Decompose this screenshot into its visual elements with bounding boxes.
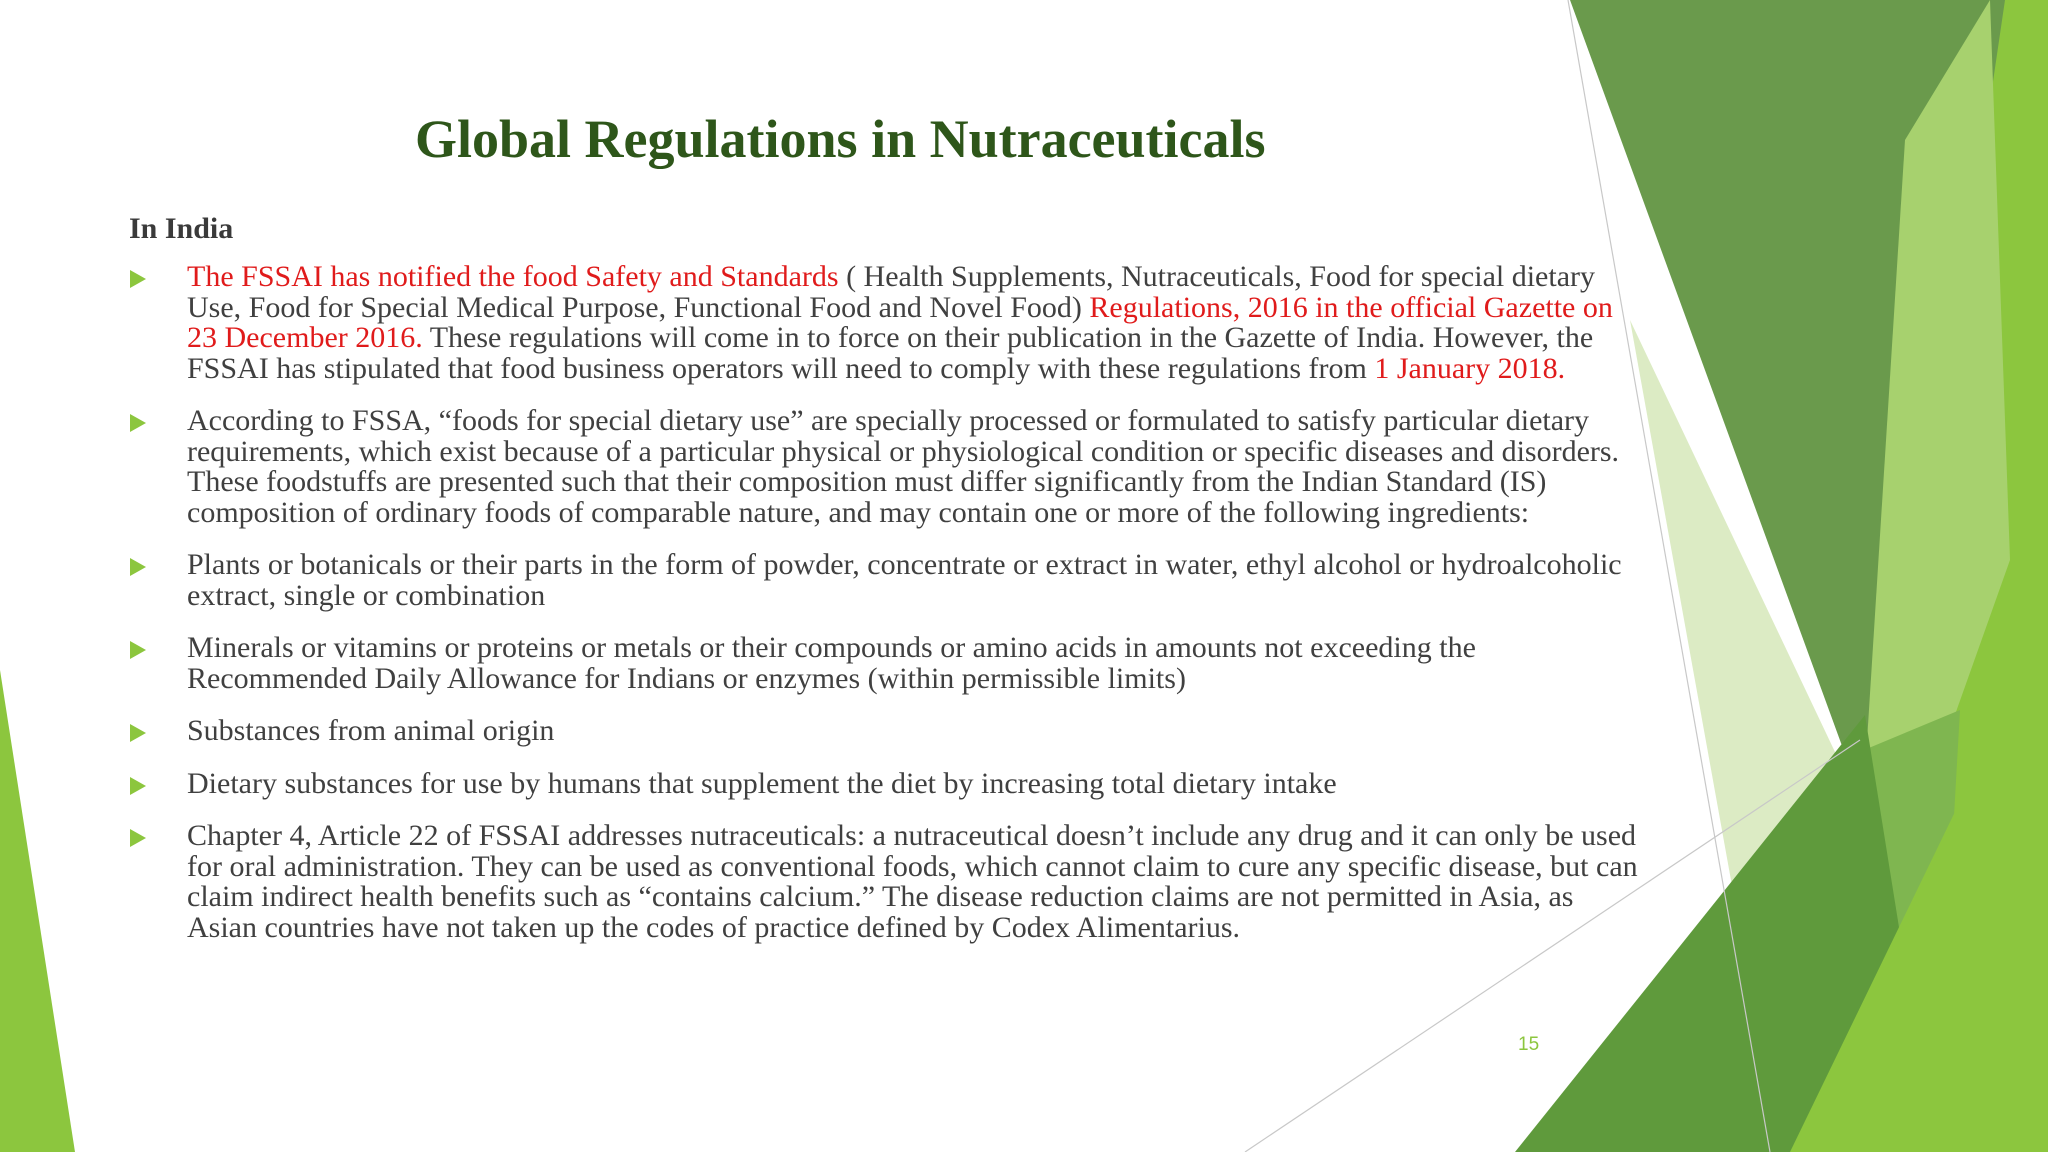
bullet-item-dietary-substances — [129, 766, 1649, 800]
bullet-item-special-dietary-use — [129, 406, 1649, 528]
bullet-text-red: The FSSAI has notified the food Safety and Standards — [187, 260, 839, 293]
bullet-text: Substances from animal origin — [187, 714, 555, 747]
bullet-list — [129, 262, 1649, 965]
bullet-text-red: Regulations, 2016 in the official Gazette on 23 December 2016. — [187, 290, 1613, 354]
bullet-text: Minerals or vitamins or proteins or metals or their compounds or amino acids in amounts not exceeding the Recommended Daily Allowance for Indians or enzymes (within permissible limits) — [187, 631, 1476, 695]
triangle-right-icon — [130, 414, 146, 432]
bullet-text: Plants or botanicals or their parts in the form of powder, concentrate or extract in water, ethyl alcohol or hydroalcoholic extract, single or combination — [187, 548, 1622, 612]
page-number: 15 — [1518, 1034, 1540, 1055]
bullet-item-botanicals — [129, 550, 1649, 611]
triangle-right-icon — [130, 641, 146, 659]
slide-title: Global Regulations in Nutraceuticals — [415, 109, 1266, 169]
bullet-item-chapter-4-article-22 — [129, 821, 1649, 943]
triangle-right-icon — [130, 724, 146, 742]
triangle-right-icon — [130, 777, 146, 795]
bullet-item-animal-origin — [129, 716, 1649, 747]
section-heading: In India — [129, 212, 234, 245]
triangle-right-icon — [130, 558, 146, 576]
triangle-right-icon — [130, 270, 146, 288]
bullet-text: Chapter 4, Article 22 of FSSAI addresses nutraceuticals: a nutraceutical doesn’t include any drug and it can only be used for oral administration. They can be used as conventional foods, which cannot claim to cure any specific disease, but can claim indirect health benefits such as “contains calcium.” The disease reduction claims are not permitted in Asia, as Asian countries have not taken up the codes of practice defined by Codex Alimentarius. — [187, 819, 1638, 944]
bullet-text-red: 1 January 2018. — [1374, 351, 1566, 385]
bullet-item-minerals-vitamins — [129, 633, 1649, 694]
bullet-text: According to FSSA, “foods for special dietary use” are specially processed or formulated to satisfy particular dietary requirements, which exist because of a particular physical or physiological condition or specific diseases and disorders. These foodstuffs are presented such that their composition must differ significantly from the Indian Standard (IS) composition of ordinary foods of comparable nature, and may contain one or more of the following ingredients: — [187, 404, 1620, 529]
bullet-text: These regulations will come in to force on their publication in the Gazette of India. However, the FSSAI has stipulated that food business operators will need to comply with these regulations from — [187, 321, 1594, 385]
bullet-item-fssai-notification — [129, 262, 1649, 384]
bullet-text: Dietary substances for use by humans that supplement the diet by increasing total dietary intake — [187, 766, 1337, 800]
triangle-right-icon — [130, 829, 146, 847]
bullet-text: ( Health Supplements, Nutraceuticals, Food for special dietary Use, Food for Special Medical Purpose, Functional Food and Novel Food) — [187, 260, 1596, 324]
left-edge-accent — [0, 670, 75, 1152]
